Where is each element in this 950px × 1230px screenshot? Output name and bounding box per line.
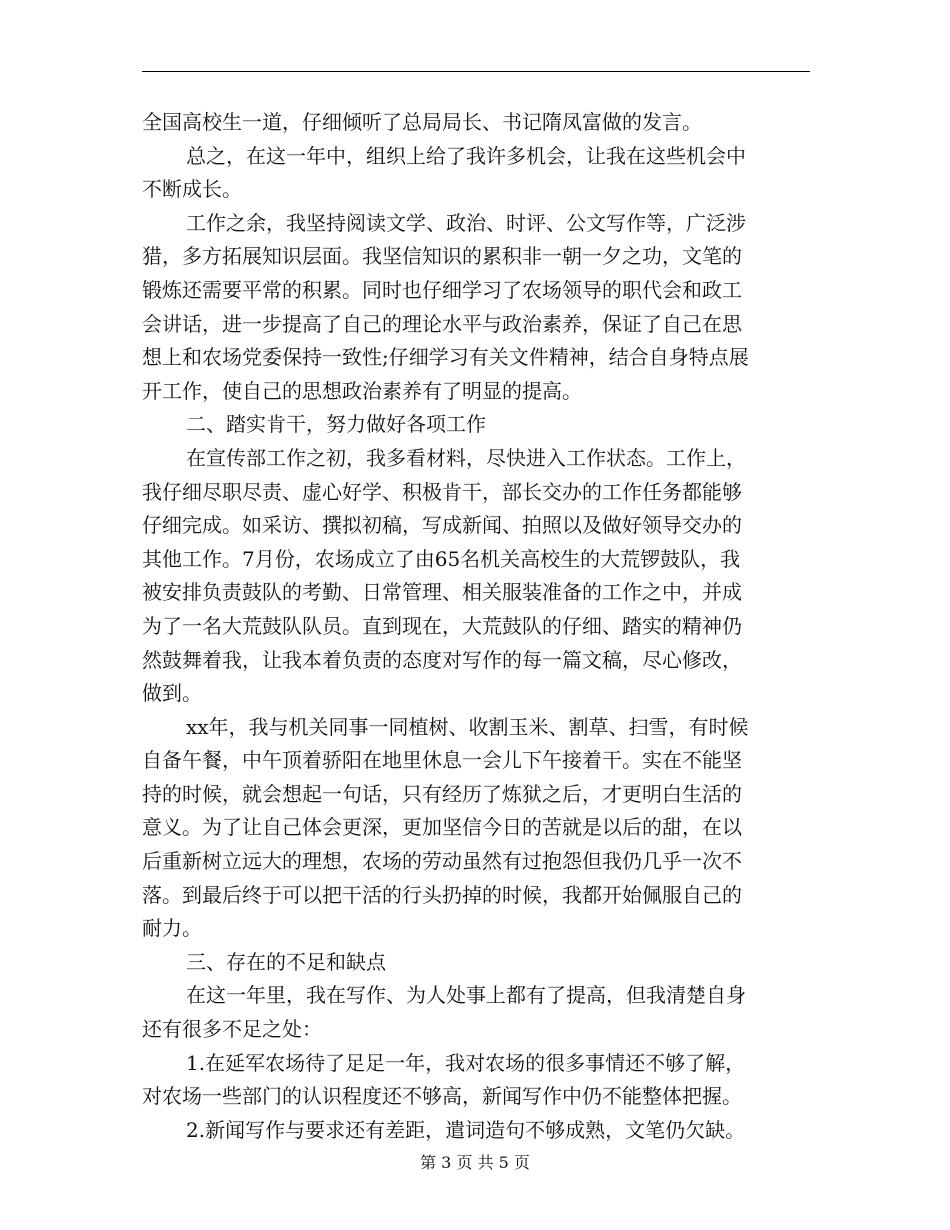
text-line: 自备午餐，中午顶着骄阳在地里休息一会儿下午接着干。实在不能坚 bbox=[142, 748, 742, 773]
text-line: 猎，多方拓展知识层面。我坚信知识的累积非一朝一夕之功，文笔的 bbox=[142, 244, 742, 269]
text-line: 落。到最后终于可以把干活的行头扔掉的时候，我都开始佩服自己的 bbox=[142, 882, 742, 907]
list-item: 2.新闻写作与要求还有差距，遣词造句不够成熟，文笔仍欠缺。 bbox=[186, 1117, 746, 1142]
text-line: 在宣传部工作之初，我多看材料，尽快进入工作状态。工作上， bbox=[186, 445, 746, 470]
list-item: 1.在延军农场待了足足一年，我对农场的很多事情还不够了解， bbox=[186, 1050, 746, 1075]
text-line: 全国高校生一道，仔细倾听了总局局长、书记隋凤富做的发言。 bbox=[142, 110, 702, 134]
text-line: 还有很多不足之处： bbox=[142, 1017, 322, 1042]
section-heading: 三、存在的不足和缺点 bbox=[186, 949, 386, 974]
text-line: 后重新树立远大的理想，农场的劳动虽然有过抱怨但我仍几乎一次不 bbox=[142, 849, 742, 874]
text-line: 做到。 bbox=[142, 681, 202, 706]
text-line: 然鼓舞着我，让我本着负责的态度对写作的每一篇文稿，尽心修改， bbox=[142, 647, 742, 672]
section-heading: 二、踏实肯干，努力做好各项工作 bbox=[186, 412, 486, 437]
text-line: xx年，我与机关同事一同植树、收割玉米、割草、扫雪，有时候 bbox=[186, 714, 749, 739]
text-line: 为了一名大荒鼓队队员。直到现在，大荒鼓队的仔细、踏实的精神仍 bbox=[142, 613, 742, 638]
text-line: 工作之余，我坚持阅读文学、政治、时评、公文写作等，广泛涉 bbox=[186, 210, 746, 235]
body-text bbox=[142, 106, 810, 1147]
text-line: 开工作，使自己的思想政治素养有了明显的提高。 bbox=[142, 378, 582, 403]
text-line: 在这一年里，我在写作、为人处事上都有了提高，但我清楚自身 bbox=[186, 983, 746, 1008]
text-line: 锻炼还需要平常的积累。同时也仔细学习了农场领导的职代会和政工 bbox=[142, 277, 742, 302]
text-line: 不断成长。 bbox=[142, 177, 242, 202]
page-footer: 第 3 页 共 5 页 bbox=[420, 1153, 530, 1172]
text-line: 被安排负责鼓队的考勤、日常管理、相关服装准备的工作之中，并成 bbox=[142, 580, 742, 605]
text-line: 会讲话，进一步提高了自己的理论水平与政治素养，保证了自己在思 bbox=[142, 311, 742, 336]
text-line: 想上和农场党委保持一致性;仔细学习有关文件精神，结合自身特点展 bbox=[142, 345, 749, 370]
text-line: 总之，在这一年中，组织上给了我许多机会，让我在这些机会中 bbox=[186, 143, 746, 168]
text-line: 我仔细尽职尽责、虚心好学、积极肯干，部长交办的工作任务都能够 bbox=[142, 479, 742, 504]
text-line: 意义。为了让自己体会更深，更加坚信今日的苦就是以后的甜，在以 bbox=[142, 815, 742, 840]
text-line: 对农场一些部门的认识程度还不够高，新闻写作中仍不能整体把握。 bbox=[142, 1084, 742, 1109]
text-line: 耐力。 bbox=[142, 916, 202, 941]
header-rule bbox=[142, 71, 810, 72]
text-line: 仔细完成。如采访、撰拟初稿，写成新闻、拍照以及做好领导交办的 bbox=[142, 513, 742, 538]
text-line: 持的时候，就会想起一句话，只有经历了炼狱之后，才更明白生活的 bbox=[142, 781, 742, 806]
text-line: 其他工作。7月份，农场成立了由65名机关高校生的大荒锣鼓队，我 bbox=[142, 546, 741, 571]
